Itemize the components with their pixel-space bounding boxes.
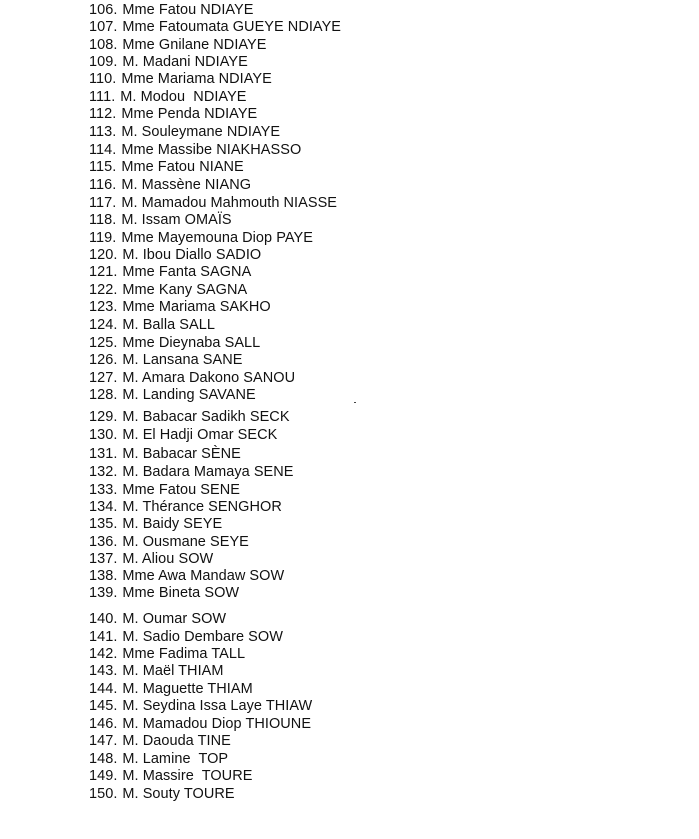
entry-name: M. Babacar Sadikh SECK [122,409,290,425]
entry-name: M. Sadio Dembare SOW [122,629,283,645]
entry-name: M. Issam OMAÏS [121,212,232,228]
list-item [89,264,251,281]
entry-name: M. Massène NIANG [121,177,252,193]
entry-number: 116. [89,177,117,193]
entry-number: 127. [89,370,118,386]
entry-number: 147. [89,733,118,749]
list-item [89,370,295,387]
entry-name: M. Maguette THIAM [122,681,253,697]
list-item [89,663,224,680]
entry-number: 145. [89,698,118,714]
entry-name: M. Amara Dakono SANOU [122,370,296,386]
list-item [89,19,341,36]
list-item [89,409,290,426]
list-item [89,89,247,106]
entry-number: 139. [89,585,118,601]
entry-number: 108. [89,37,118,53]
list-item [89,195,337,212]
entry-name: Mme Fatou NDIAYE [122,2,254,18]
entry-number: 131. [89,446,118,462]
entry-name: M. Souty TOURE [122,786,235,802]
list-item [89,646,245,663]
entry-name: M. Massire TOURE [122,768,253,784]
entry-number: 114. [89,142,117,158]
entry-name: Mme Fatou NIANE [121,159,244,175]
entry-number: 113. [89,124,117,140]
list-item [89,54,248,71]
entry-number: 148. [89,751,118,767]
entry-name: M. Lansana SANE [122,352,243,368]
scan-speck [354,402,356,403]
entry-number: 126. [89,352,118,368]
entry-number: 138. [89,568,118,584]
list-item [89,247,261,264]
list-item [89,534,249,551]
entry-name: M. Landing SAVANE [122,387,256,403]
list-item [89,299,271,316]
list-item [89,585,239,602]
entry-number: 112. [89,106,117,122]
list-item [89,352,242,369]
list-item [89,317,215,334]
entry-name: Mme Dieynaba SALL [122,335,261,351]
entry-number: 111. [89,89,116,105]
entry-name: Mme Mariama SAKHO [122,299,271,315]
entry-number: 133. [89,482,118,498]
entry-number: 121. [89,264,118,280]
list-item [89,427,277,444]
entry-number: 128. [89,387,118,403]
list-item [89,629,283,646]
entry-number: 130. [89,427,118,443]
entry-number: 115. [89,159,117,175]
entry-number: 134. [89,499,118,515]
entry-number: 107. [89,19,118,35]
list-item [89,387,256,404]
entry-number: 124. [89,317,118,333]
entry-number: 129. [89,409,118,425]
list-item [89,446,241,463]
entry-number: 146. [89,716,118,732]
entry-number: 149. [89,768,118,784]
entry-name: M. Thérance SENGHOR [122,499,282,515]
list-item [89,230,313,247]
entry-name: M. Ousmane SEYE [122,534,249,550]
entry-name: Mme Penda NDIAYE [121,106,258,122]
entry-number: 142. [89,646,118,662]
entry-number: 132. [89,464,118,480]
list-item [89,212,232,229]
entry-name: M. Lamine TOP [122,751,229,767]
entry-name: Mme Mariama NDIAYE [121,71,272,87]
list-item [89,568,284,585]
entry-number: 119. [89,230,117,246]
entry-number: 109. [89,54,118,70]
entry-name: Mme Fatoumata GUEYE NDIAYE [122,19,342,35]
list-item [89,124,280,141]
entry-name: M. El Hadji Omar SECK [122,427,278,443]
entry-number: 140. [89,611,118,627]
entry-number: 144. [89,681,118,697]
entry-name: Mme Fatou SENE [122,482,240,498]
entry-name: Mme Kany SAGNA [122,282,248,298]
list-item [89,681,253,698]
entry-number: 122. [89,282,118,298]
entry-name: M. Oumar SOW [122,611,227,627]
list-item [89,2,254,19]
entry-name: M. Balla SALL [122,317,215,333]
list-item [89,482,240,499]
list-item [89,698,312,715]
entry-number: 143. [89,663,118,679]
entry-name: Mme Mayemouna Diop PAYE [121,230,313,246]
list-item [89,716,311,733]
list-item [89,464,294,481]
entry-name: M. Seydina Issa Laye THIAW [122,698,313,714]
list-item [89,733,231,750]
list-item [89,551,213,568]
list-item [89,37,267,54]
list-item [89,106,257,123]
entry-number: 141. [89,629,118,645]
entry-name: Mme Fanta SAGNA [122,264,252,280]
list-item [89,611,226,628]
entry-number: 118. [89,212,117,228]
entry-name: Mme Gnilane NDIAYE [122,37,267,53]
list-item [89,335,260,352]
entry-name: M. Maël THIAM [122,663,224,679]
entry-name: M. Baidy SEYE [122,516,223,532]
entry-number: 125. [89,335,118,351]
list-item [89,499,282,516]
entry-name: M. Madani NDIAYE [122,54,248,70]
list-item [89,159,244,176]
entry-name: Mme Fadima TALL [122,646,246,662]
entry-name: M. Daouda TINE [122,733,231,749]
entry-number: 136. [89,534,118,550]
entry-number: 117. [89,195,117,211]
entry-name: Mme Bineta SOW [122,585,240,601]
entry-name: Mme Massibe NIAKHASSO [121,142,302,158]
entry-number: 150. [89,786,118,802]
entry-number: 106. [89,2,118,18]
list-item [89,177,251,194]
entry-name: M. Ibou Diallo SADIO [122,247,262,263]
list-item [89,768,252,785]
entry-name: M. Souleymane NDIAYE [121,124,281,140]
list-item [89,786,235,803]
entry-number: 120. [89,247,118,263]
entry-name: M. Badara Mamaya SENE [122,464,294,480]
entry-number: 135. [89,516,118,532]
list-item [89,516,222,533]
entry-name: M. Mamadou Mahmouth NIASSE [121,195,338,211]
entry-number: 137. [89,551,118,567]
list-item [89,142,301,159]
entry-name: M. Mamadou Diop THIOUNE [122,716,312,732]
entry-number: 123. [89,299,118,315]
entry-name: M. Babacar SÈNE [122,446,241,462]
entry-number: 110. [89,71,117,87]
list-item [89,282,247,299]
entry-name: M. Aliou SOW [122,551,214,567]
entry-name: M. Modou NDIAYE [120,89,247,105]
list-item [89,71,272,88]
entry-name: Mme Awa Mandaw SOW [122,568,285,584]
list-item [89,751,228,768]
